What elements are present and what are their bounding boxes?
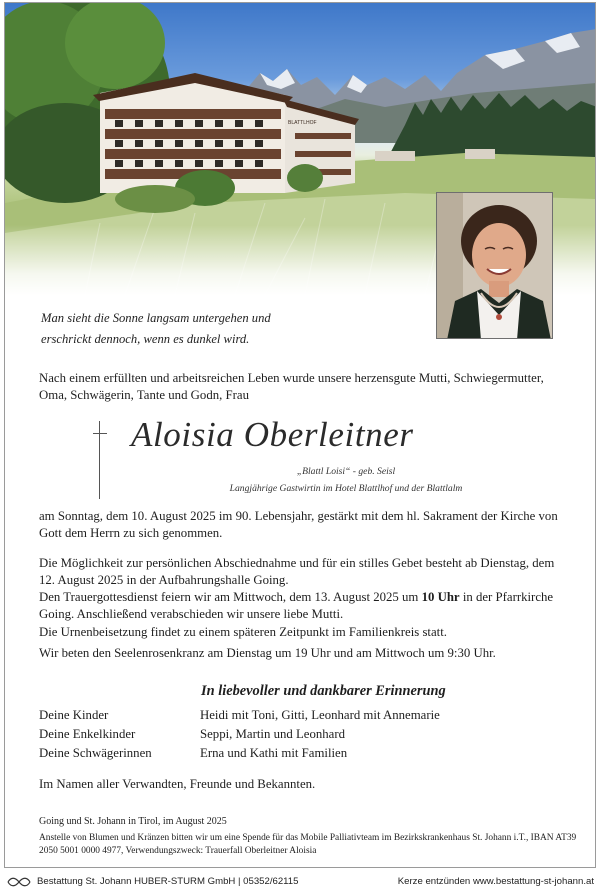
farewell-info: Die Möglichkeit zur persönlichen Abschiednahme und für ein stilles Gebet besteht ab Dienstag, dem 12. August 2025 in der Aufbahrungshalle Going. — [39, 556, 555, 587]
obituary-card — [4, 2, 596, 868]
funeral-time: 10 Uhr — [421, 590, 460, 604]
quote-line-2: erschrickt dennoch, wenn es dunkel wird. — [41, 332, 250, 346]
hotel-sign: BLATTLHOF — [288, 120, 317, 126]
footer — [0, 872, 600, 892]
rosary-info: Wir beten den Seelenrosenkranz am Dienstag um 19 Uhr und am Mittwoch um 9:30 Uhr. — [39, 646, 496, 660]
portrait-photo — [436, 192, 553, 339]
place-date: Going und St. Johann in Tirol, im August 2025 — [39, 816, 227, 827]
footer-left — [6, 876, 298, 887]
mourner-row — [39, 746, 569, 765]
funeral-home-logo-icon — [6, 877, 32, 887]
mourner-relation: Deine Kinder — [39, 708, 109, 722]
cross-icon — [93, 421, 107, 499]
quote-line-1: Man sieht die Sonne langsam untergehen und — [41, 311, 271, 325]
deceased-name: Aloisia Oberleitner — [131, 415, 414, 454]
memorial-quote — [41, 308, 371, 350]
memory-heading: In liebevoller und dankbarer Erinnerung — [201, 683, 446, 699]
donation-note: Anstelle von Blumen und Kränzen bitten wir um eine Spende für das Mobile Palliativteam im Bezirkskrankenhaus St. Johann i.T., IBAN AT39 2050 5001 0000 4977, Verwendungszweck: Trauerfall Oberleitner Aloisia — [39, 833, 577, 856]
death-notice: am Sonntag, dem 10. August 2025 im 90. Lebensjahr, gestärkt mit dem hl. Sakrament der Kirche von Gott dem Herrn zu sich genommen. — [39, 509, 558, 540]
mourner-names: Erna und Kathi mit Familien — [200, 746, 348, 760]
intro-text: Nach einem erfüllten und arbeitsreichen Leben wurde unsere herzensgute Mutti, Schwiegermutter, Oma, Schwägerin, Tante und Godn, Frau — [39, 371, 544, 402]
urn-info: Die Urnenbeisetzung findet zu einem späteren Zeitpunkt im Familienkreis statt. — [39, 625, 447, 639]
mourners-list — [39, 708, 569, 765]
funeral-home-info: Bestattung St. Johann HUBER-STURM GmbH | 05352/62115 — [37, 876, 299, 887]
mourner-names: Seppi, Martin und Leonhard — [200, 727, 346, 741]
funeral-info — [39, 589, 569, 623]
light-candle-link[interactable]: Kerze entzünden www.bestattung-st-johann.at — [397, 876, 594, 887]
mourner-names: Heidi mit Toni, Gitti, Leonhard mit Annemarie — [200, 708, 440, 722]
funeral-text-before: Den Trauergottesdienst feiern wir am Mittwoch, dem 13. August 2025 um — [39, 590, 422, 604]
deceased-nickname: „Blattl Loisi“ - geb. Seisl — [296, 466, 396, 477]
mourner-row — [39, 708, 569, 727]
mourner-relation: Deine Enkelkinder — [39, 727, 136, 741]
mourner-relation: Deine Schwägerinnen — [39, 746, 152, 760]
closing-text: Im Namen aller Verwandten, Freunde und Bekannten. — [39, 777, 316, 791]
funeral-text-after: in der Pfarrkirche Going. Anschließend verabschieden wir unsere liebe Mutti. — [39, 590, 554, 621]
mourner-row — [39, 727, 569, 746]
deceased-role: Langjährige Gastwirtin im Hotel Blattlhof und der Blattlalm — [229, 483, 463, 494]
